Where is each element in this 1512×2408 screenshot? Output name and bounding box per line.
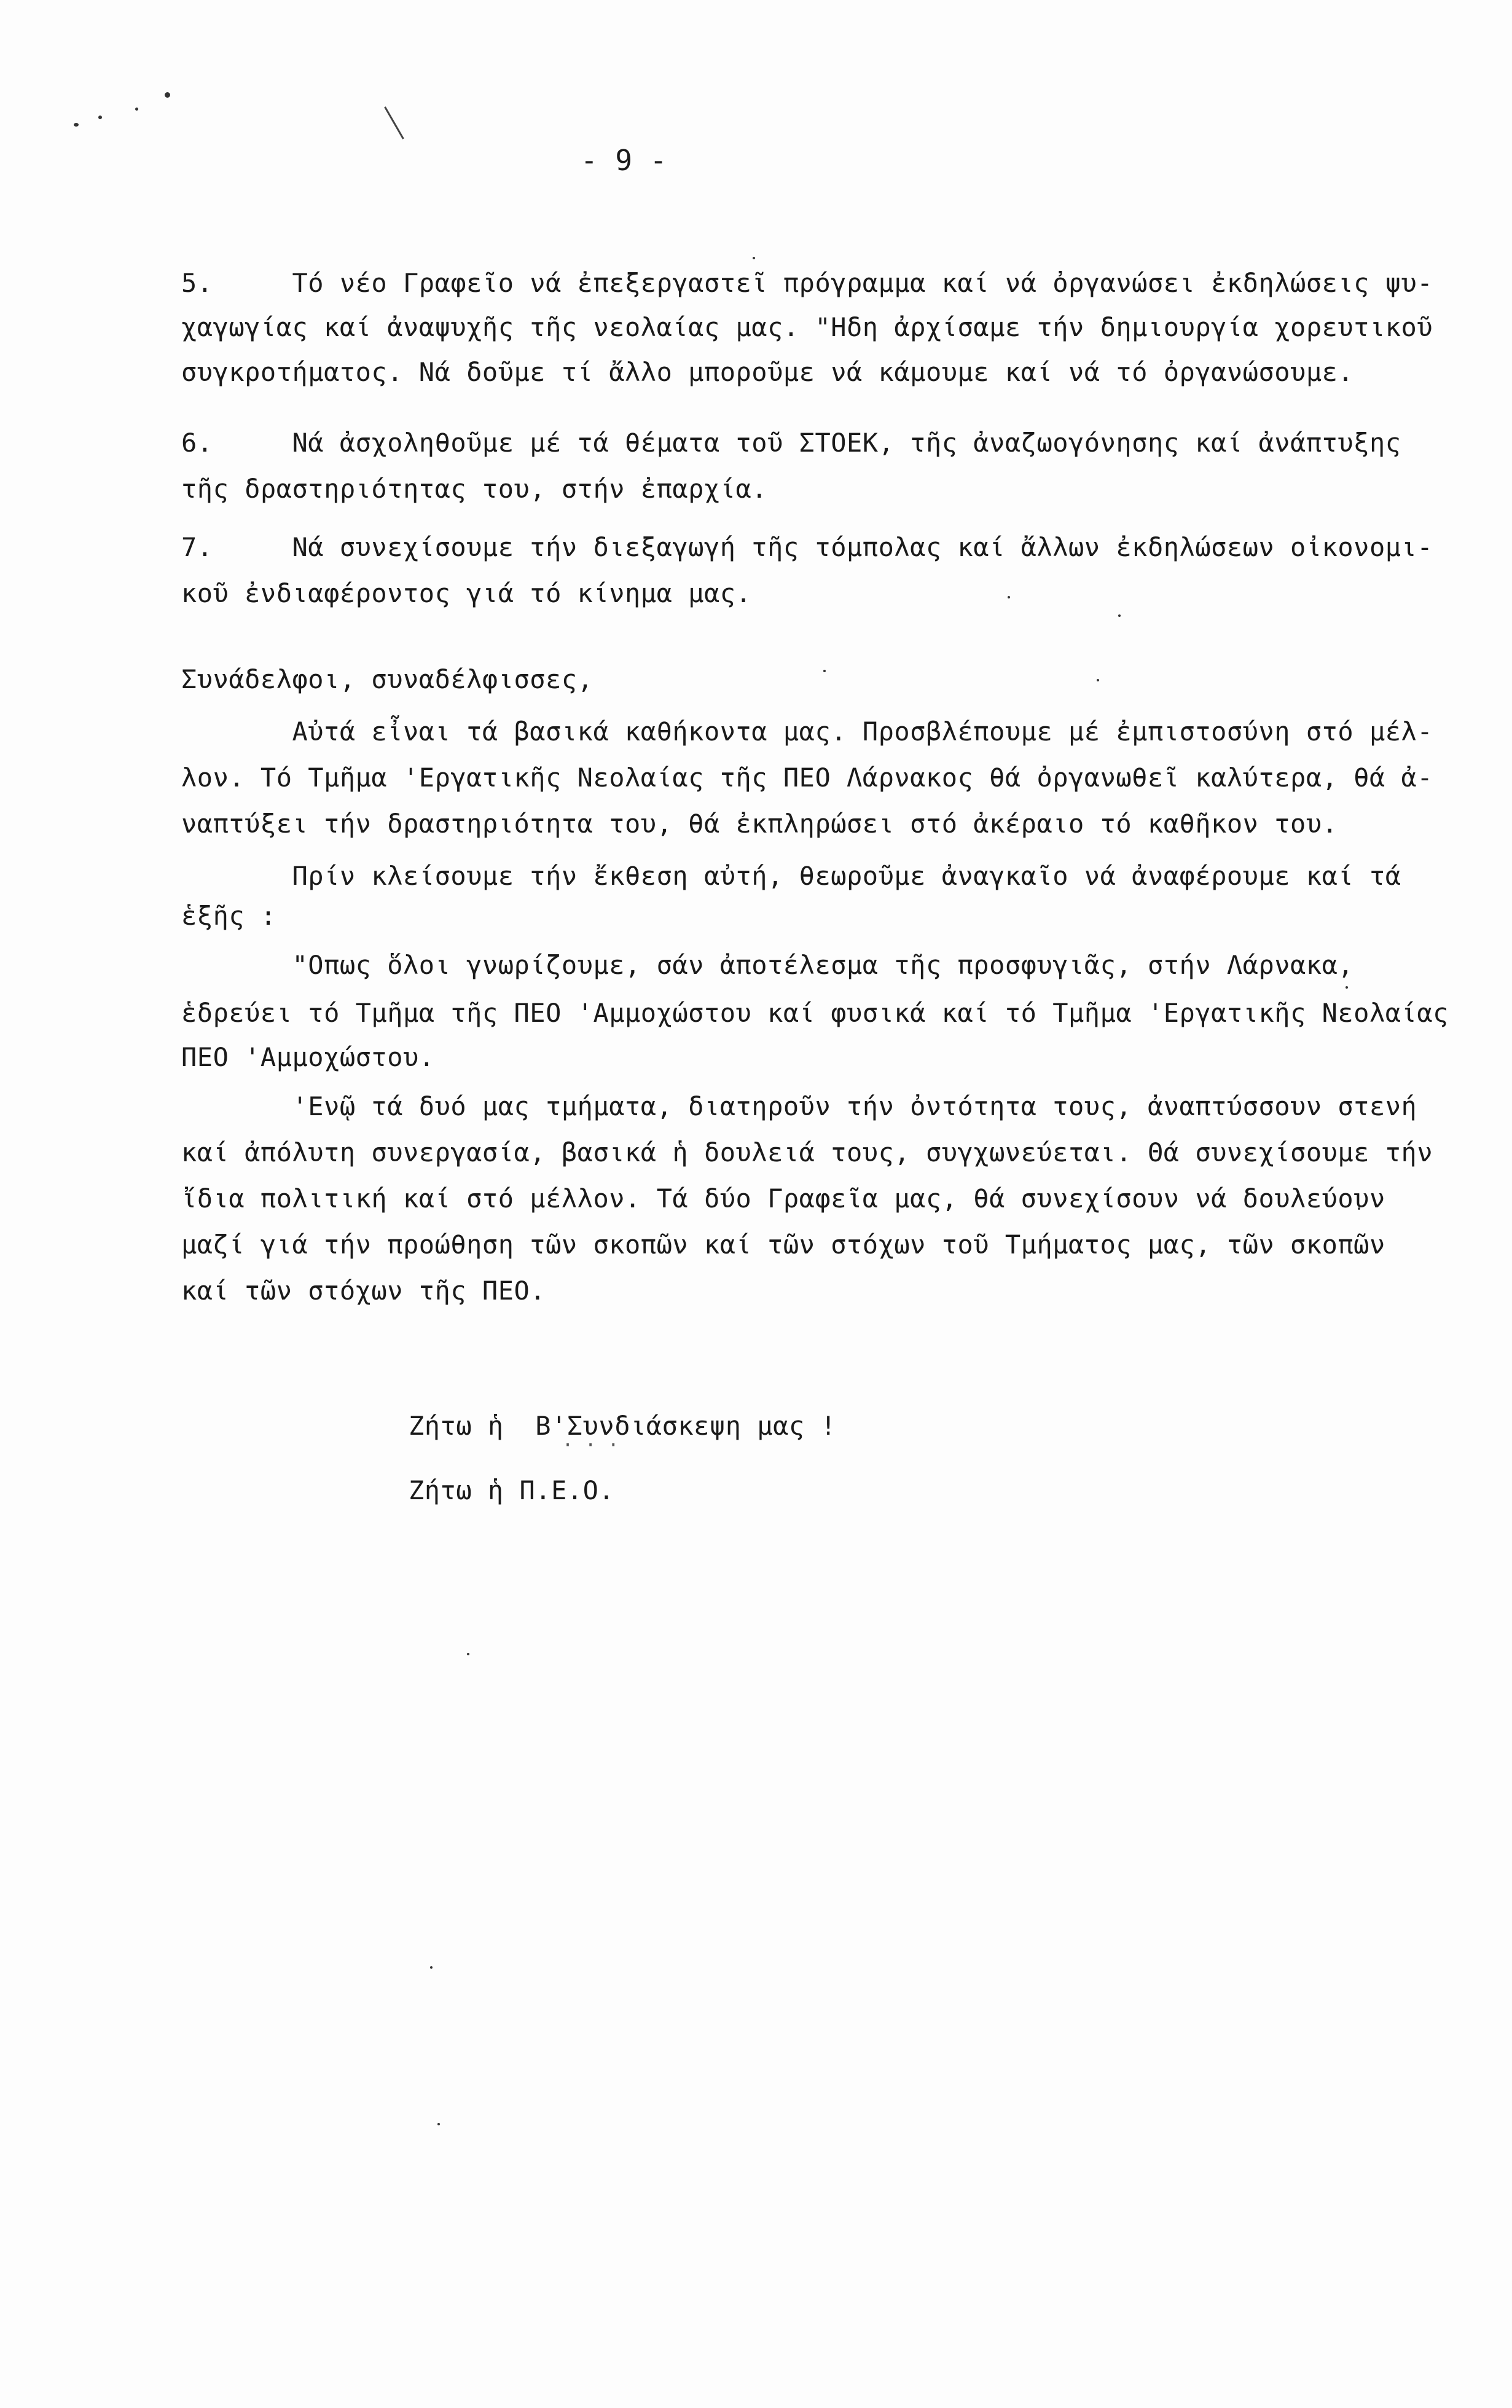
scan-speck — [430, 1966, 433, 1969]
scan-speck — [135, 108, 138, 111]
text-line: τῆς δραστηριότητας του, στήν ἐπαρχία. — [181, 474, 768, 504]
text-line: Αὐτά εἶναι τά βασικά καθήκοντα μας. Προσβλέπουμε μέ ἐμπιστοσύνη στό μέλ- — [181, 716, 1433, 747]
text-line: καί τῶν στόχων τῆς ΠΕΟ. — [181, 1276, 546, 1306]
scan-speck — [467, 1653, 469, 1655]
scan-speck — [753, 257, 755, 259]
text-line: λον. Τό Τμῆμα 'Εργατικῆς Νεολαίας τῆς ΠΕΟ Λάρνακος θά ὀργανωθεῖ καλύτερα, θά ἀ- — [181, 763, 1433, 793]
scan-speck — [1008, 596, 1010, 598]
text-line: κοῦ ἐνδιαφέροντος γιά τό κίνημα μας. — [181, 578, 752, 608]
scan-stroke — [384, 106, 404, 139]
text-line: καί ἀπόλυτη συνεργασία, βασικά ἡ δουλειά τους, συγχωνεύεται. Θά συνεχίσουμε τήν — [181, 1137, 1433, 1167]
text-line: ἴδια πολιτική καί στό μέλλον. Τά δύο Γραφεῖα μας, θά συνεχίσουν νά δουλεύουν — [181, 1183, 1385, 1214]
text-line: ΠΕΟ 'Αμμοχώστου. — [181, 1042, 435, 1072]
closing-line: Ζήτω ἡ Π.Ε.Ο. — [409, 1475, 615, 1505]
text-line: 5. Τό νέο Γραφεῖο νά ἐπεξεργαστεῖ πρόγραμμα καί νά ὀργανώσει ἐκδηλώσεις ψυ- — [181, 268, 1433, 298]
scan-speck — [74, 123, 79, 127]
text-line: Πρίν κλείσουμε τήν ἔκθεση αὐτή, θεωροῦμε ἀναγκαῖο νά ἀναφέρουμε καί τά — [181, 861, 1401, 891]
text-line: συγκροτήματος. Νά δοῦμε τί ἄλλο μποροῦμε νά κάμουμε καί νά τό ὀργανώσουμε. — [181, 357, 1354, 387]
page-number: - 9 - — [581, 144, 667, 177]
scan-speck — [823, 670, 826, 672]
closing-line: Ζήτω ἡ Β'Συνδιάσκεψη μας ! — [409, 1411, 837, 1441]
text-line: 'Ενῷ τά δυό μας τμήματα, διατηροῦν τήν ὀντότητα τους, ἀναπτύσσουν στενή — [181, 1091, 1417, 1121]
text-line: ἑδρεύει τό Τμῆμα τῆς ΠΕΟ 'Αμμοχώστου καί φυσικά καί τό Τμῆμα 'Εργατικῆς Νεολαίας — [181, 998, 1449, 1028]
scan-speck — [437, 2123, 440, 2125]
salutation: Συνάδελφοι, συναδέλφισσες, — [181, 664, 593, 694]
text-line: μαζί γιά τήν προώθηση τῶν σκοπῶν καί τῶν στόχων τοῦ Τμήματος μας, τῶν σκοπῶν — [181, 1229, 1385, 1260]
text-line: ἑξῆς : — [181, 901, 276, 931]
text-line: 7. Νά συνεχίσουμε τήν διεξαγωγή τῆς τόμπολας καί ἄλλων ἐκδηλώσεων οἰκονομι- — [181, 532, 1433, 562]
scan-speck — [98, 116, 102, 119]
text-line: "Οπως ὅλοι γνωρίζουμε, σάν ἀποτέλεσμα τῆς προσφυγιᾶς, στήν Λάρνακα, — [181, 950, 1354, 980]
scan-speck — [1346, 986, 1348, 989]
text-line: χαγωγίας καί ἀναψυχῆς τῆς νεολαίας μας. "Ηδη ἀρχίσαμε τήν δημιουργία χορευτικοῦ — [181, 312, 1433, 342]
scan-speck — [165, 92, 170, 98]
scan-speck — [1118, 614, 1121, 617]
text-line: 6. Νά ἀσχοληθοῦμε μέ τά θέματα τοῦ ΣΤΟΕΚ, τῆς ἀναζωογόνησης καί ἀνάπτυξης — [181, 428, 1401, 458]
scan-speck — [1097, 679, 1099, 681]
scan-dots: · · · — [562, 1435, 619, 1456]
text-line: ναπτύξει τήν δραστηριότητα του, θά ἐκπληρώσει στό ἀκέραιο τό καθῆκον του. — [181, 809, 1338, 839]
